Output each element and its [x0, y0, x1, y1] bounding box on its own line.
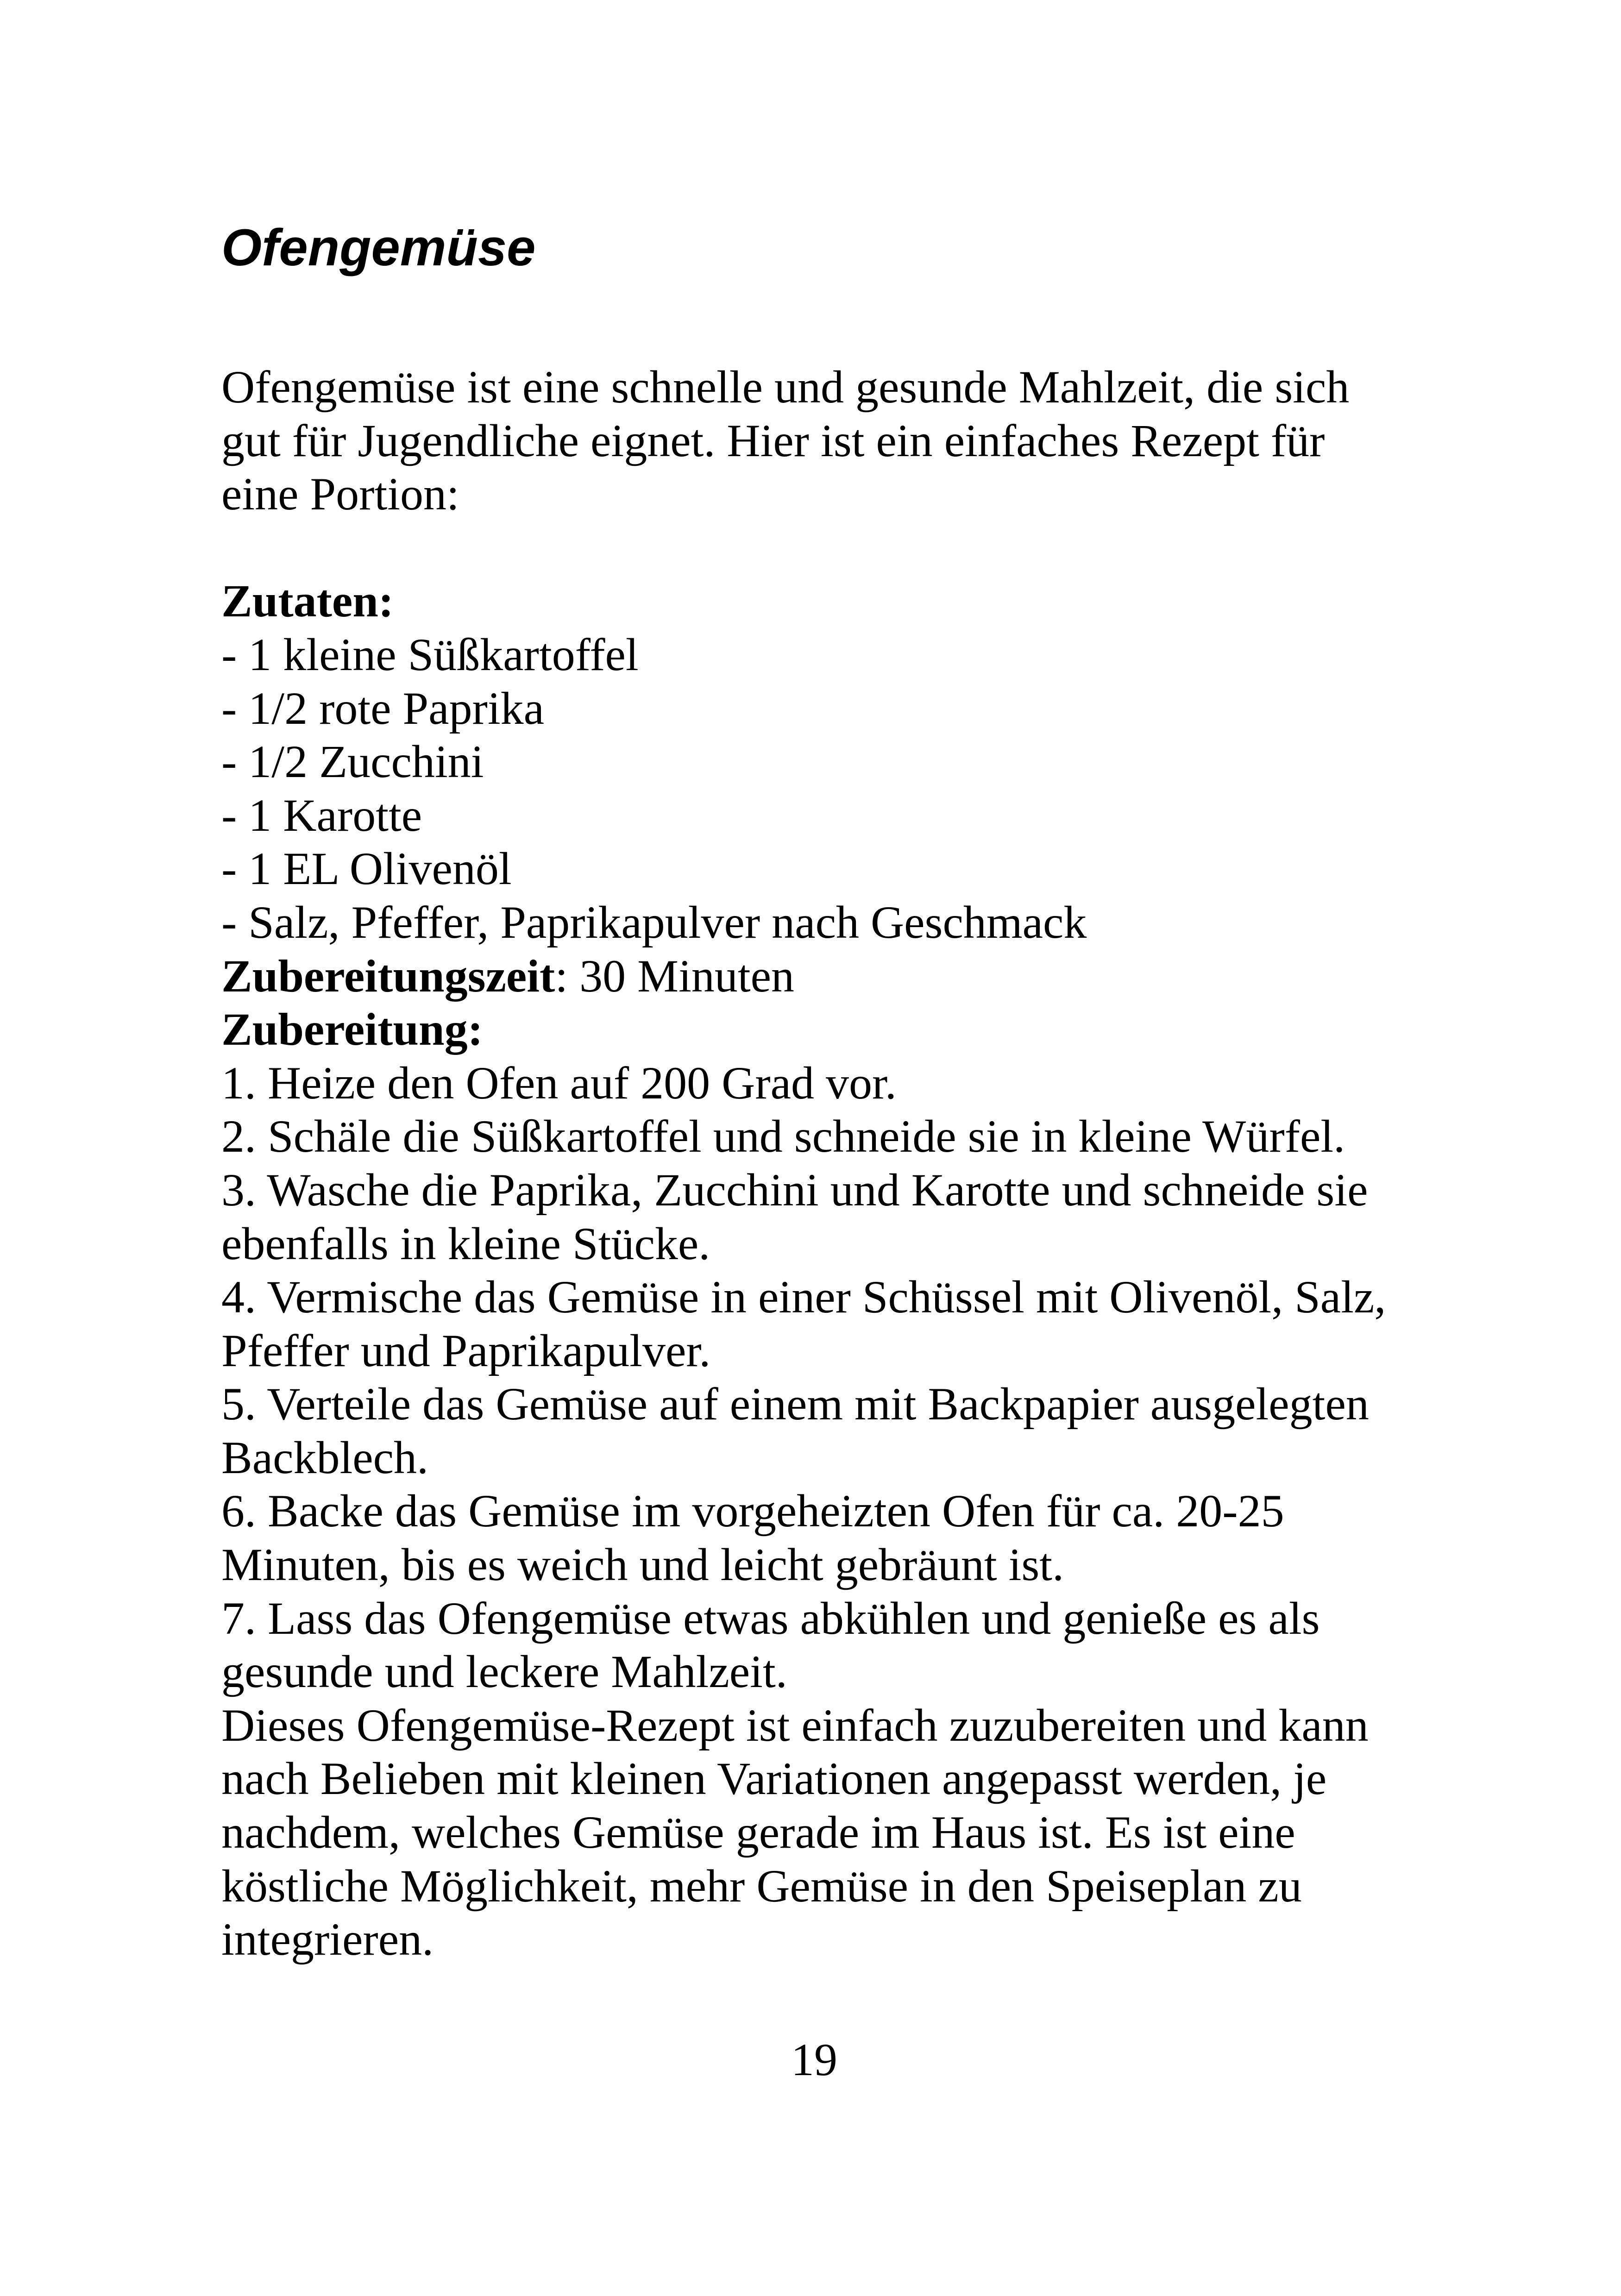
ingredient-item: - 1/2 Zucchini — [221, 736, 484, 788]
ingredient-item: - 1/2 rote Paprika — [221, 682, 545, 734]
preparation-step: 5. Verteile das Gemüse auf einem mit Backpapier ausgelegten Backblech. — [221, 1378, 1369, 1483]
page-number: 19 — [791, 2034, 837, 2085]
preparation-step: 7. Lass das Ofengemüse etwas abkühlen und genieße es als gesunde und leckere Mahlzeit. — [221, 1592, 1320, 1698]
ingredients-list — [221, 628, 1407, 949]
prep-time-value: : 30 Minuten — [555, 950, 795, 1002]
preparation-step: 1. Heize den Ofen auf 200 Grad vor. — [221, 1057, 897, 1109]
prep-time — [221, 949, 1407, 1003]
recipe-title: Ofengemüse — [221, 219, 536, 276]
ingredient-item: - 1 kleine Süßkartoffel — [221, 628, 639, 680]
ingredient-item: - 1 Karotte — [221, 789, 422, 841]
preparation-step: 2. Schäle die Süßkartoffel und schneide sie in kleine Würfel. — [221, 1110, 1345, 1162]
intro-paragraph: Ofengemüse ist eine schnelle und gesunde Mahlzeit, die sich gut für Jugendliche eignet. Hier ist ein einfaches Rezept für eine Portion: — [221, 361, 1350, 520]
preparation-heading: Zubereitung: — [221, 1004, 483, 1055]
prep-time-label: Zubereitungszeit — [221, 950, 555, 1002]
ingredient-item: - Salz, Pfeffer, Paprikapulver nach Geschmack — [221, 896, 1087, 948]
ingredient-item: - 1 EL Olivenöl — [221, 843, 512, 895]
preparation-step: 3. Wasche die Paprika, Zucchini und Karotte und schneide sie ebenfalls in kleine Stücke. — [221, 1164, 1368, 1269]
recipe-body — [221, 360, 1407, 1966]
preparation-steps — [221, 1056, 1407, 1699]
preparation-step: 6. Backe das Gemüse im vorgeheizten Ofen für ca. 20-25 Minuten, bis es weich und leicht gebräunt ist. — [221, 1485, 1284, 1591]
ingredients-heading: Zutaten: — [221, 575, 394, 627]
closing-paragraph: Dieses Ofengemüse-Rezept ist einfach zuzubereiten und kann nach Belieben mit kleinen Variationen angepasst werden, je nachdem, welches Gemüse gerade im Haus ist. Es ist eine köstliche Möglichkeit, mehr Gemüse in den Speiseplan zu integrieren. — [221, 1699, 1369, 1965]
preparation-step: 4. Vermische das Gemüse in einer Schüssel mit Olivenöl, Salz, Pfeffer und Paprikapulver. — [221, 1271, 1386, 1376]
